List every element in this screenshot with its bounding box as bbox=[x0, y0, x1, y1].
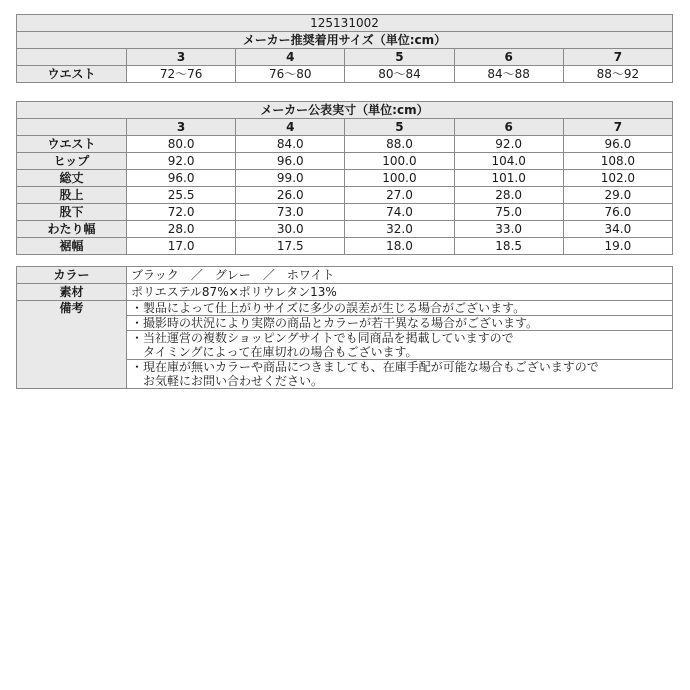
cell-value: 18.5 bbox=[454, 238, 563, 255]
table-row bbox=[17, 204, 673, 221]
color-row bbox=[17, 267, 673, 284]
notes-label: 備考 bbox=[17, 301, 127, 389]
cell-value: 102.0 bbox=[563, 170, 672, 187]
cell-value: 26.0 bbox=[236, 187, 345, 204]
cell-value: 17.0 bbox=[127, 238, 236, 255]
note-row bbox=[17, 301, 673, 316]
cell-value: 100.0 bbox=[345, 153, 454, 170]
cell-value: 28.0 bbox=[127, 221, 236, 238]
size-header: 4 bbox=[236, 49, 345, 66]
cell-value: 76.0 bbox=[563, 204, 672, 221]
cell-value: 99.0 bbox=[236, 170, 345, 187]
material-value: ポリエステル87%×ポリウレタン13% bbox=[127, 284, 673, 301]
note-line: ・現在庫が無いカラーや商品につきましても、在庫手配が可能な場合もございますので bbox=[131, 360, 599, 374]
cell-value: 96.0 bbox=[563, 136, 672, 153]
row-label: 総丈 bbox=[17, 170, 127, 187]
cell-value: 92.0 bbox=[454, 136, 563, 153]
row-label: ウエスト bbox=[17, 136, 127, 153]
row-label: 股下 bbox=[17, 204, 127, 221]
cell-value: 88～92 bbox=[563, 66, 672, 83]
cell-value: 32.0 bbox=[345, 221, 454, 238]
recommended-size-table bbox=[16, 14, 673, 83]
cell-value: 17.5 bbox=[236, 238, 345, 255]
row-label: わたり幅 bbox=[17, 221, 127, 238]
note-line: タイミングによって在庫切れの場合もございます。 bbox=[131, 345, 418, 359]
material-row bbox=[17, 284, 673, 301]
cell-value: 34.0 bbox=[563, 221, 672, 238]
note-line: ・当社運営の複数ショッピングサイトでも同商品を掲載していますので bbox=[131, 331, 514, 345]
note-line: ・製品によって仕上がりサイズに多少の誤差が生じる場合がございます。 bbox=[131, 301, 526, 315]
size-header-row bbox=[17, 49, 673, 66]
row-label: ヒップ bbox=[17, 153, 127, 170]
cell-value: 75.0 bbox=[454, 204, 563, 221]
cell-value: 80～84 bbox=[345, 66, 454, 83]
note-line: お気軽にお問い合わせください。 bbox=[131, 374, 324, 388]
cell-value: 108.0 bbox=[563, 153, 672, 170]
product-code: 125131002 bbox=[17, 15, 673, 32]
cell-value: 30.0 bbox=[236, 221, 345, 238]
size-header: 3 bbox=[127, 119, 236, 136]
cell-value: 80.0 bbox=[127, 136, 236, 153]
cell-value: 29.0 bbox=[563, 187, 672, 204]
actual-measurements-title: メーカー公表実寸（単位:cm） bbox=[17, 102, 673, 119]
cell-value: 88.0 bbox=[345, 136, 454, 153]
cell-value: 33.0 bbox=[454, 221, 563, 238]
table-row bbox=[17, 170, 673, 187]
table-row bbox=[17, 136, 673, 153]
cell-value: 72～76 bbox=[127, 66, 236, 83]
cell-value: 84.0 bbox=[236, 136, 345, 153]
row-label: 裾幅 bbox=[17, 238, 127, 255]
cell-value: 104.0 bbox=[454, 153, 563, 170]
size-header: 7 bbox=[563, 49, 672, 66]
cell-value: 74.0 bbox=[345, 204, 454, 221]
color-value: ブラック ／ グレー ／ ホワイト bbox=[127, 267, 673, 284]
cell-value: 101.0 bbox=[454, 170, 563, 187]
cell-value: 100.0 bbox=[345, 170, 454, 187]
cell-value: 27.0 bbox=[345, 187, 454, 204]
cell-value: 18.0 bbox=[345, 238, 454, 255]
note-item bbox=[127, 360, 673, 389]
row-label: ウエスト bbox=[17, 66, 127, 83]
color-label: カラー bbox=[17, 267, 127, 284]
cell-value: 28.0 bbox=[454, 187, 563, 204]
table-row bbox=[17, 153, 673, 170]
table-row bbox=[17, 187, 673, 204]
row-label: 股上 bbox=[17, 187, 127, 204]
cell-value: 92.0 bbox=[127, 153, 236, 170]
cell-value: 72.0 bbox=[127, 204, 236, 221]
recommended-size-title: メーカー推奨着用サイズ（単位:cm） bbox=[17, 32, 673, 49]
cell-value: 19.0 bbox=[563, 238, 672, 255]
size-header: 7 bbox=[563, 119, 672, 136]
table-row bbox=[17, 221, 673, 238]
note-item bbox=[127, 316, 673, 331]
size-header-row bbox=[17, 119, 673, 136]
cell-value: 96.0 bbox=[236, 153, 345, 170]
cell-value: 73.0 bbox=[236, 204, 345, 221]
table-row bbox=[17, 66, 673, 83]
size-header: 3 bbox=[127, 49, 236, 66]
cell-value: 25.5 bbox=[127, 187, 236, 204]
table-row bbox=[17, 238, 673, 255]
material-label: 素材 bbox=[17, 284, 127, 301]
product-info-table bbox=[16, 266, 673, 389]
size-header: 5 bbox=[345, 49, 454, 66]
size-header: 6 bbox=[454, 119, 563, 136]
cell-value: 84～88 bbox=[454, 66, 563, 83]
note-item bbox=[127, 301, 673, 316]
size-header: 4 bbox=[236, 119, 345, 136]
actual-measurements-table bbox=[16, 101, 673, 255]
size-header: 6 bbox=[454, 49, 563, 66]
size-header: 5 bbox=[345, 119, 454, 136]
cell-value: 76～80 bbox=[236, 66, 345, 83]
cell-value: 96.0 bbox=[127, 170, 236, 187]
note-line: ・撮影時の状況により実際の商品とカラーが若干異なる場合がございます。 bbox=[131, 316, 539, 330]
note-item bbox=[127, 331, 673, 360]
